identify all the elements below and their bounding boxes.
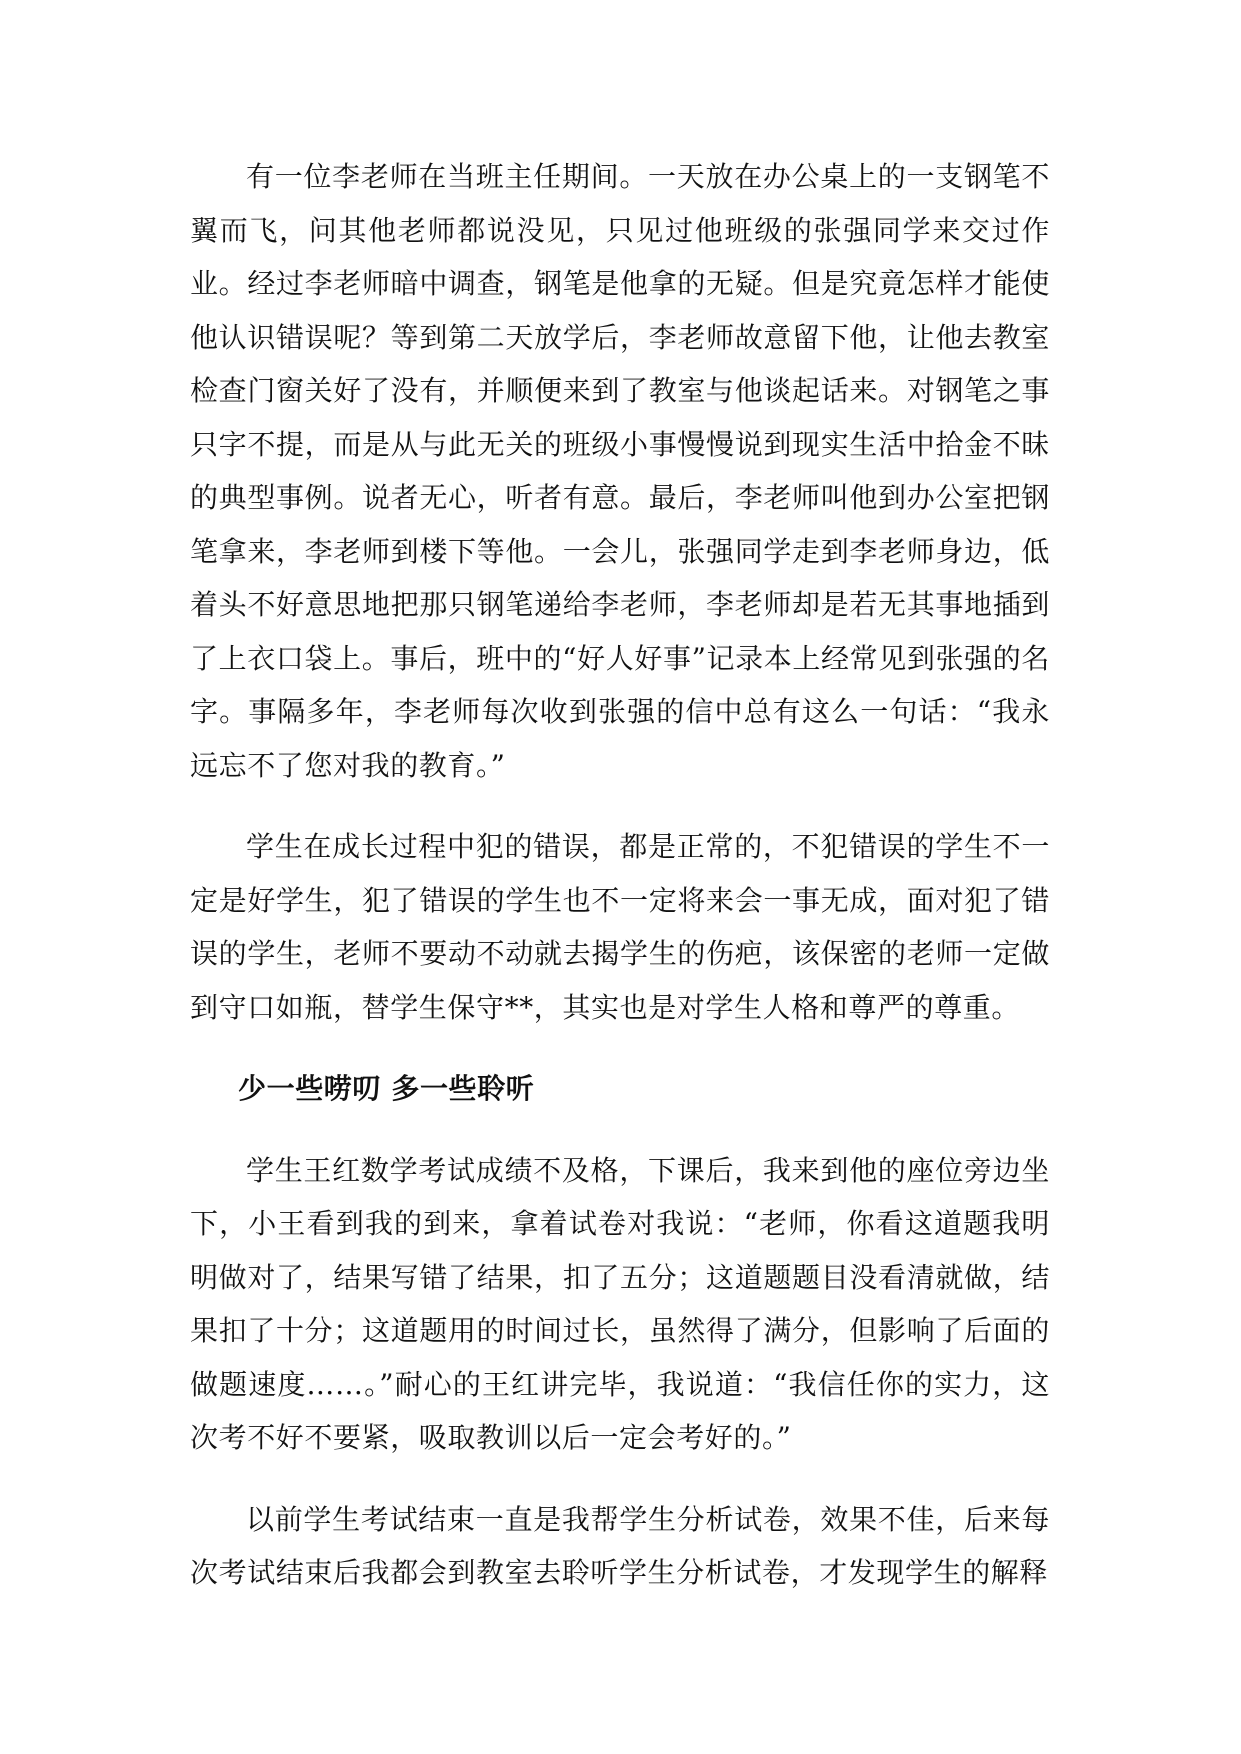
paragraph-wang-hong-exam: 学生王红数学考试成绩不及格，下课后，我来到他的座位旁边坐下，小王看到我的到来，拿着试卷对我说：“老师，你看这道题我明明做对了，结果写错了结果，扣了五分；这道题题目没看清就做，结果扣了十分；这道题用的时间过长，虽然得了满分，但影响了后面的做题速度……。”耐心的王红讲完毕，我说道：“我信任你的实力，这次考不好不要紧，吸取教训以后一定会考好的。” <box>190 1153 1050 1454</box>
section-heading: 少一些唠叨 多一些聆听 <box>238 1072 535 1105</box>
paragraph-student-mistakes: 学生在成长过程中犯的错误，都是正常的，不犯错误的学生不一定是好学生，犯了错误的学生也不一定将来会一事无成，面对犯了错误的学生，老师不要动不动就去揭学生的伤疤，该保密的老师一定做到守口如瓶，替学生保守**，其实也是对学生人格和尊严的尊重。 <box>190 830 1050 1024</box>
paragraph-spacer <box>190 792 1050 820</box>
paragraph-listening-analysis: 以前学生考试结束一直是我帮学生分析试卷，效果不佳，后来每次考试结束后我都会到教室去聆听学生分析试卷，才发现学生的解释 <box>190 1502 1050 1589</box>
document-page <box>190 150 1050 1600</box>
paragraph-spacer <box>190 1116 1050 1144</box>
paragraph-spacer <box>190 1034 1050 1062</box>
paragraph-spacer <box>190 1465 1050 1493</box>
paragraph-pen-story: 有一位李老师在当班主任期间。一天放在办公桌上的一支钢笔不翼而飞，问其他老师都说没见，只见过他班级的张强同学来交过作业。经过李老师暗中调查，钢笔是他拿的无疑。但是究竟怎样才能使他认识错误呢？等到第二天放学后，李老师故意留下他，让他去教室检查门窗关好了没有，并顺便来到了教室与他谈起话来。对钢笔之事只字不提，而是从与此无关的班级小事慢慢说到现实生活中拾金不昧的典型事例。说者无心，听者有意。最后，李老师叫他到办公室把钢笔拿来，李老师到楼下等他。一会儿，张强同学走到李老师身边，低着头不好意思地把那只钢笔递给李老师，李老师却是若无其事地插到了上衣口袋上。事后，班中的“好人好事”记录本上经常见到张强的名字。事隔多年，李老师每次收到张强的信中总有这么一句话：“我永远忘不了您对我的教育。” <box>190 160 1050 782</box>
